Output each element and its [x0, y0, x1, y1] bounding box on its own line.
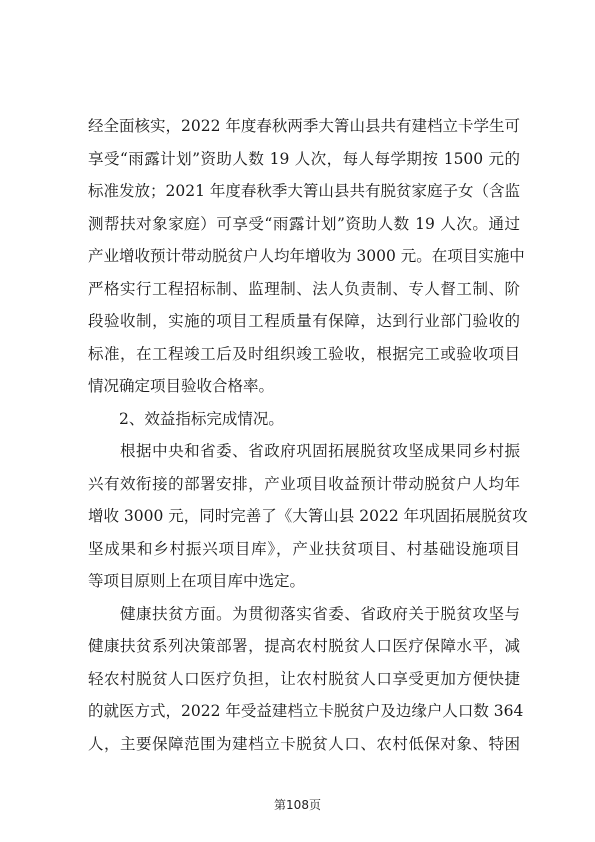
text-line: 情况确定项目验收合格率。: [88, 377, 275, 395]
text-line: 享受“雨露计划”资助人数 19 人次，每人每学期按 1500 元的: [88, 149, 520, 168]
text-line: 的就医方式，2022 年受益建档立卡脱贫户及边缘户人口数 364: [88, 702, 524, 720]
section-heading: 2、效益指标完成情况。: [88, 409, 284, 428]
text-line: 严格实行工程招标制、监理制、法人负责制、专人督工制、阶: [88, 279, 520, 298]
text-line: 轻农村脱贫人口医疗负担，让农村脱贫人口享受更加方便快捷: [88, 669, 520, 688]
page-number: 第108页: [274, 798, 321, 812]
text-line: 增收 3000 元，同时完善了《大箐山县 2022 年巩固拓展脱贫攻: [88, 507, 528, 525]
text-line: 段验收制，实施的项目工程质量有保障，达到行业部门验收的: [88, 312, 520, 330]
text-line: 产业增收预计带动脱贫户人均年增收为 3000 元。在项目实施中: [88, 247, 525, 265]
text-line: 等项目原则上在项目库中选定。: [88, 572, 306, 590]
text-line: 测帮扶对象家庭）可享受“雨露计划”资助人数 19 人次。通过: [88, 214, 520, 233]
text-line: 人，主要保障范围为建档立卡脱贫人口、农村低保对象、特困: [88, 734, 520, 753]
text-line: 健康扶贫方面。为贯彻落实省委、省政府关于脱贫攻坚与: [88, 604, 520, 623]
text-line: 坚成果和乡村振兴项目库》，产业扶贫项目、村基础设施项目: [88, 539, 520, 558]
text-line: 兴有效衔接的部署安排，产业项目收益预计带动脱贫户人均年: [88, 474, 520, 493]
body-text: [88, 110, 528, 760]
text-line: 标准发放；2021 年度春秋季大箐山县共有脱贫家庭子女（含监: [88, 182, 520, 200]
text-line: 经全面核实，2022 年度春秋两季大箐山县共有建档立卡学生可: [88, 117, 520, 135]
text-line: 健康扶贫系列决策部署，提高农村脱贫人口医疗保障水平，减: [88, 637, 520, 655]
text-line: 标准，在工程竣工后及时组织竣工验收，根据完工或验收项目: [88, 344, 520, 363]
text-line: 根据中央和省委、省政府巩固拓展脱贫攻坚成果同乡村振: [88, 442, 520, 460]
